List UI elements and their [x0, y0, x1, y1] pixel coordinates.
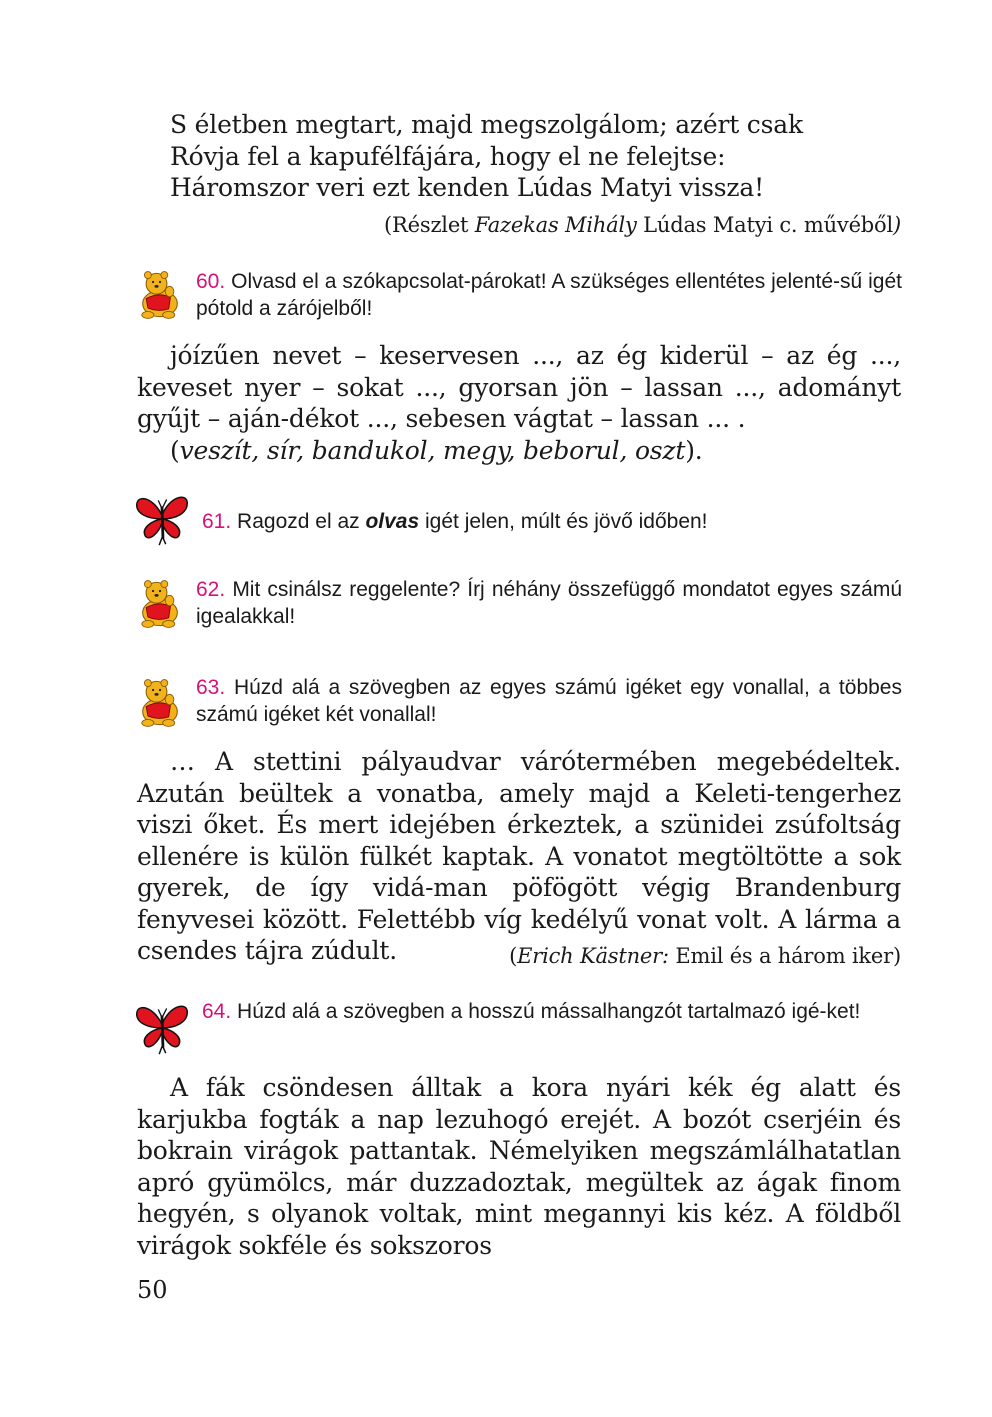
bear-icon: [134, 265, 186, 325]
butterfly-icon: [134, 489, 190, 549]
source-author: Erich Kästner:: [517, 944, 669, 968]
task-63: [196, 674, 902, 728]
task-number: 64.: [202, 1000, 232, 1023]
exercise-63-text: … A stettini pályaudvar várótermében megebédeltek. Azután beültek a vonatba, amely majd a Keleti-tengerhez viszi őket. És mert idejében érkeztek, a szünidei zsúfoltság ellenére is külön fülkét kaptak. A vonatot megtöltötte a sok gyerek, de így vidá-man pöfögött végig Brandenburg fenyvesei között. Felettébb víg kedélyű vonat volt. A lárma a csendes tájra zúdult.: [137, 747, 901, 965]
butterfly-icon: [134, 998, 190, 1058]
task-text: Húzd alá a szövegben az egyes számú igéket egy vonallal, a többes számú igéket két vonallal!: [196, 676, 902, 726]
highlighted-verb: olvas: [365, 510, 420, 533]
task-text: Húzd alá a szövegben a hosszú mássalhangzót tartalmazó igé-ket!: [237, 1000, 861, 1023]
task-number: 60.: [196, 270, 226, 293]
task-text: Olvasd el a szókapcsolat-párokat! A szükséges ellentétes jelenté-sű igét pótold a zárójelből!: [196, 270, 902, 320]
task-62: [196, 576, 902, 630]
exercise-63-source: (Erich Kästner: Emil és a három iker): [509, 944, 901, 968]
task-60: [196, 268, 902, 322]
bear-icon: [134, 673, 186, 733]
poem-source: (Részlet Fazekas Mihály Lúdas Matyi c. művéből): [384, 213, 901, 237]
poem-author: Fazekas Mihály: [474, 213, 637, 237]
task-text: Mit csinálsz reggelente? Írj néhány összefüggő mondatot egyes számú igealakkal!: [196, 578, 902, 628]
task-number: 63.: [196, 676, 226, 699]
poem: [170, 109, 900, 204]
poem-line: Háromszor veri ezt kenden Lúdas Matyi vissza!: [170, 173, 764, 202]
verb-options: veszít, sír, bandukol, megy, beborul, oszt: [179, 435, 686, 465]
exercise-60-pairs: jóízűen nevet – keservesen ..., az ég kiderül – az ég ..., keveset nyer – sokat ..., gyorsan jön – lassan ..., adományt gyűjt – aján-dékot ..., sebesen vágtat – lassan ... . (veszít, sír, bandukol, megy, beborul, oszt).: [137, 341, 901, 465]
exercise-64-text: A fák csöndesen álltak a kora nyári kék ég alatt és karjukba fogták a nap lezuhogó erejét. A bozót cserjéin és bokrain virágok pattantak. Némelyiken megszámlálhatatlan apró gyümölcs, már duzzadoztak, megültek az ágak finom hegyén, s olyanok voltak, mint megannyi kis kéz. A földből virágok sokféle és sokszoros: [137, 1073, 901, 1260]
task-64: [202, 998, 902, 1025]
bear-icon: [134, 574, 186, 634]
poem-line: Róvja fel a kapufélfájára, hogy el ne felejtse:: [170, 141, 726, 171]
page-number: 50: [137, 1276, 168, 1304]
task-number: 61.: [202, 510, 232, 533]
task-number: 62.: [196, 578, 226, 601]
task-61: 61. Ragozd el az olvas igét jelen, múlt és jövő időben!: [202, 510, 708, 533]
poem-line: S életben megtart, majd megszolgálom; azért csak: [170, 110, 803, 139]
